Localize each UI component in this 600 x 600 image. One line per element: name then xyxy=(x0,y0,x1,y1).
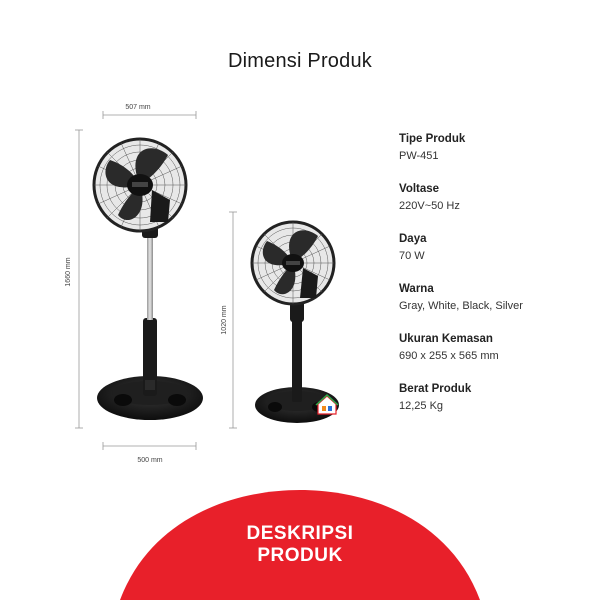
short-stand-fan xyxy=(252,222,339,423)
banner-line-2: PRODUK xyxy=(257,545,343,566)
tall-stand-fan xyxy=(94,139,203,420)
spec-label: Warna xyxy=(399,283,434,295)
spec-label: Voltase xyxy=(399,183,440,195)
spec-item xyxy=(399,382,594,414)
page-title: Dimensi Produk xyxy=(228,50,372,72)
dim-bottom-width: 500 mm xyxy=(137,457,163,464)
spec-item xyxy=(399,182,594,214)
dim-right-height: 1020 mm xyxy=(221,305,228,335)
spec-value: 220V~50 Hz xyxy=(399,200,460,212)
dim-top-width: 507 mm xyxy=(125,104,151,111)
spec-value: 12,25 Kg xyxy=(399,400,444,412)
spec-item xyxy=(399,232,594,264)
spec-label: Berat Produk xyxy=(399,383,472,395)
spec-label: Tipe Produk xyxy=(399,133,466,145)
spec-value: Gray, White, Black, Silver xyxy=(399,300,523,312)
spec-item xyxy=(399,132,594,164)
spec-value: PW-451 xyxy=(399,150,439,162)
spec-label: Daya xyxy=(399,233,427,245)
spec-item xyxy=(399,332,594,364)
spec-item xyxy=(399,282,594,314)
banner-line-1: DESKRIPSI xyxy=(246,523,354,544)
spec-value: 690 x 255 x 565 mm xyxy=(399,350,499,362)
spec-list xyxy=(399,132,594,432)
banner-heading xyxy=(0,523,600,567)
spec-label: Ukuran Kemasan xyxy=(399,333,493,345)
dim-left-height: 1660 mm xyxy=(65,257,72,287)
spec-value: 70 W xyxy=(399,250,425,262)
